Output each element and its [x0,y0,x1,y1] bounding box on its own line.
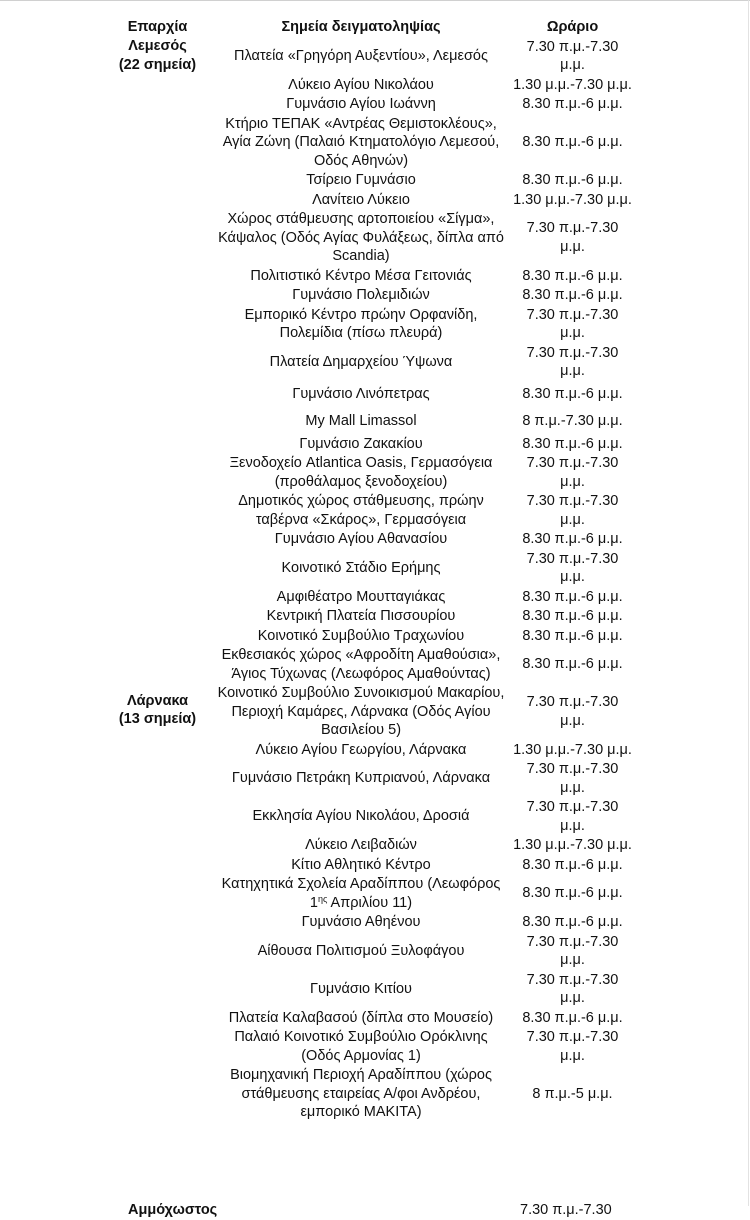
location-cell: Πλατεία Καλαβασού (δίπλα στο Μουσείο) [228,1009,494,1026]
location-cell: Λύκειο Αγίου Γεωργίου, Λάρνακα [255,741,467,758]
hours-cell: 8.30 π.μ.-6 μ.μ. [522,96,623,112]
hours-cell: 7.30 π.μ.-7.30 μ.μ. [526,550,619,585]
hours-cell: 8.30 π.μ.-6 μ.μ. [522,386,623,402]
hours-cell: 7.30 π.μ.-7.30 μ.μ. [526,344,619,379]
location-cell: Γυμνάσιο Πολεμιδιών [292,287,430,303]
hours-cell: 7.30 π.μ.-7.30 μ.μ. [526,971,619,1006]
right-border [748,0,749,1206]
location-cell: Λανίτειο Λύκειο [312,191,410,208]
hours-cell: 8.30 π.μ.-6 μ.μ. [522,435,623,452]
hours-cell-cut: 7.30 π.μ.-7.30 [520,1202,612,1218]
location-cell: Γυμνάσιο Αγίου Αθανασίου [274,531,448,547]
hours-cell: 1.30 μ.μ.-7.30 μ.μ. [513,837,632,853]
location-cell: Λύκειο Λειβαδιών [305,837,417,853]
location-cell: Κίτιο Αθλητικό Κέντρο [291,856,431,873]
hours-cell: 8.30 π.μ.-6 μ.μ. [522,287,623,303]
hours-cell: 7.30 π.μ.-7.30 μ.μ. [526,306,619,341]
location-cell: Γυμνάσιο Ζακακίου [299,435,423,452]
ordinal-superscript: ης [317,893,328,904]
sampling-points-table [104,17,634,1122]
hours-cell: 8.30 π.μ.-6 μ.μ. [522,627,623,644]
location-cell: Εμπορικό Κέντρο πρώην Ορφανίδη, Πολεμίδια (πίσω πλευρά) [244,306,478,341]
hours-cell: 8.30 π.μ.-6 μ.μ. [522,267,623,284]
location-cell: Παλαιό Κοινοτικό Συμβούλιο Ορόκλινης (Οδός Αρμονίας 1) [234,1029,488,1064]
region-name: Λεμεσός [128,38,187,54]
location-cell: Χώρος στάθμευσης αρτοποιείου «Σίγμα», Κάψαλος (Οδός Αγίας Φυλάξεως, δίπλα από Scandia) [218,211,504,264]
table-row [104,37,634,75]
location-cell: Πλατεία Δημαρχείου Ύψωνα [269,353,453,370]
location-cell: Πολιτιστικό Κέντρο Μέσα Γειτονιάς [250,267,472,284]
region-name-cut: Αμμόχωστος [128,1202,218,1218]
location-cell: Εκθεσιακός χώρος «Αφροδίτη Αμαθούσια», Άγιος Τύχωνας (Λεωφόρος Αμαθούντας) [221,647,501,682]
location-cell: Κοινοτικό Συμβούλιο Συνοικισμού Μακαρίου, Περιοχή Καμάρες, Λάρνακα (Οδός Αγίου Βασιλείου 5) [217,685,505,738]
table-row [104,684,634,741]
hours-cell: 8.30 π.μ.-6 μ.μ. [522,1009,623,1026]
region-count: (13 σημεία) [118,711,197,727]
location-cell: Γυμνάσιο Πετράκη Κυπριανού, Λάρνακα [231,770,491,787]
location-cell: Γυμνάσιο Κιτίου [309,980,412,997]
hours-cell: 8 π.μ.-5 μ.μ. [532,1085,613,1102]
hours-cell: 8.30 π.μ.-6 μ.μ. [522,914,623,930]
region-cell-limassol [104,37,211,684]
hours-cell: 8.30 π.μ.-6 μ.μ. [522,608,623,624]
region-cell-larnaca [104,684,211,1123]
hours-cell: 7.30 π.μ.-7.30 μ.μ. [526,38,619,73]
location-cell: Πλατεία «Γρηγόρη Αυξεντίου», Λεμεσός [234,47,488,64]
location-cell: Αμφιθέατρο Μουτταγιάκας [276,588,446,605]
location-text: Κατηχητικά Σχολεία Αραδίππου (Λεωφόρος 1 [221,876,501,911]
location-cell: Τσίρειο Γυμνάσιο [306,172,416,188]
hours-cell: 1.30 μ.μ.-7.30 μ.μ. [513,76,632,93]
header-region: Επαρχία [127,18,188,35]
location-cell: Κτήριο ΤΕΠΑΚ «Αντρέας Θεμιστοκλέους», Αγία Ζώνη (Παλαιό Κτηματολόγιο Λεμεσού, Οδός Αθηνών) [222,115,500,169]
hours-cell: 7.30 π.μ.-7.30 μ.μ. [526,694,619,729]
hours-cell: 1.30 μ.μ.-7.30 μ.μ. [513,741,632,758]
header-location: Σημεία δειγματοληψίας [281,18,441,35]
hours-cell: 7.30 π.μ.-7.30 μ.μ. [526,1029,619,1064]
location-cell: Λύκειο Αγίου Νικολάου [288,76,434,93]
hours-cell: 8.30 π.μ.-6 μ.μ. [522,531,623,547]
hours-cell: 7.30 π.μ.-7.30 μ.μ. [526,455,619,490]
hours-cell: 8.30 π.μ.-6 μ.μ. [522,856,623,873]
location-cell: Ξενοδοχείο Atlantica Oasis, Γερμασόγεια (προθάλαμος ξενοδοχείου) [229,455,493,490]
location-cell: Κοινοτικό Συμβούλιο Τραχωνίου [257,627,465,644]
hours-cell: 7.30 π.μ.-7.30 μ.μ. [526,220,619,255]
location-cell: Γυμνάσιο Λινόπετρας [292,386,430,402]
hours-cell: 8.30 π.μ.-6 μ.μ. [522,656,623,673]
location-cell: Βιομηχανική Περιοχή Αραδίππου (χώρος στάθμευσης εταιρείας Α/φοι Ανδρέου, εμπορικό ΜΑΚΙΤΑ) [230,1067,492,1120]
location-text: Απριλίου 11) [327,894,413,911]
hours-cell: 7.30 π.μ.-7.30 μ.μ. [526,493,619,528]
hours-cell: 1.30 μ.μ.-7.30 μ.μ. [513,191,632,208]
partial-next-row [0,1199,750,1218]
location-cell: Γυμνάσιο Αθηένου [301,914,421,930]
location-cell: Κεντρική Πλατεία Πισσουρίου [266,608,456,624]
hours-cell: 8.30 π.μ.-6 μ.μ. [522,885,623,902]
location-cell: Δημοτικός χώρος στάθμευσης, πρώην ταβέρνα «Σκάρος», Γερμασόγεια [238,493,484,528]
location-cell: Εκκλησία Αγίου Νικολάου, Δροσιά [252,808,470,825]
region-count: (22 σημεία) [118,56,197,73]
table-header-row [104,17,634,37]
hours-cell: 8.30 π.μ.-6 μ.μ. [522,172,623,188]
region-name: Λάρνακα [126,692,189,709]
top-border [0,0,750,1]
hours-cell: 8.30 π.μ.-6 μ.μ. [522,134,623,150]
hours-cell: 7.30 π.μ.-7.30 μ.μ. [526,933,619,968]
location-cell: Αίθουσα Πολιτισμού Ξυλοφάγου [257,942,465,959]
hours-cell: 8.30 π.μ.-6 μ.μ. [522,588,623,605]
location-cell: Γυμνάσιο Αγίου Ιωάννη [286,96,436,112]
location-cell: My Mall Limassol [305,412,417,429]
hours-cell: 7.30 π.μ.-7.30 μ.μ. [526,761,619,796]
location-cell [211,875,511,913]
header-hours: Ωράριο [546,18,599,35]
hours-cell: 7.30 π.μ.-7.30 μ.μ. [526,799,619,834]
location-cell: Κοινοτικό Στάδιο Ερήμης [281,559,441,576]
hours-cell: 8 π.μ.-7.30 μ.μ. [522,412,623,429]
